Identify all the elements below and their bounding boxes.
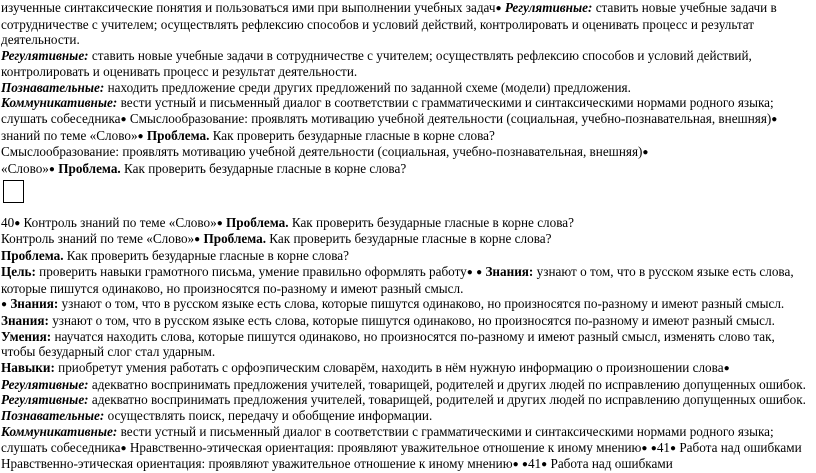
section-label: Коммуникативные: <box>1 95 118 111</box>
bullet-icon: ● <box>120 113 127 125</box>
text-line <box>1 161 812 178</box>
text-line <box>1 392 812 408</box>
bold-label: Навыки: <box>1 360 55 376</box>
bullet-icon: ● <box>642 147 649 159</box>
text-line <box>1 313 812 329</box>
text-run: научатся находить слова, которые пишутся одинаково, но произносятся по-разному и имеют разный смысл, изменять слово так, чтобы безударный слог стал ударным. <box>1 328 775 360</box>
text-run: Работа над ошибками <box>676 439 802 455</box>
text-run: Контроль знаний по теме «Слово» <box>20 214 217 230</box>
text-run: вести устный и письменный диалог в соответствии с грамматическими и синтаксическими нормами родного языка; слушать собеседника <box>1 95 774 126</box>
section-label: Регулятивные: <box>504 0 593 15</box>
text-run: 41 <box>656 439 670 455</box>
bold-label: Знания: <box>10 296 59 312</box>
bullet-icon: ● <box>521 459 528 471</box>
bullet-icon: ● <box>1 299 8 311</box>
text-line <box>1 408 812 424</box>
bold-label: Проблема. <box>58 161 121 177</box>
bullet-icon: ● <box>476 266 483 278</box>
bullet-icon: ● <box>216 217 223 229</box>
text-run: Как проверить безударные гласные в корне слова? <box>63 248 349 264</box>
text-run: Как проверить безударные гласные в корне слова? <box>266 231 552 247</box>
text-run: узнают о том, что в русском языке есть слова, которые пишутся одинаково, но произносятся по-разному и имеют разный смысл. <box>58 296 785 312</box>
section-label: Коммуникативные: <box>1 423 118 439</box>
text-line <box>1 456 812 473</box>
bold-label: Знания: <box>1 312 49 328</box>
bullet-icon: ● <box>723 363 730 375</box>
bullet-icon: ● <box>194 234 201 246</box>
text-run: адекватно воспринимать предложения учителей, товарищей, родителей и других людей по исправлению допущенных ошибок. <box>88 392 806 408</box>
text-run: Смыслообразование: проявлять мотивацию учебной деятельности (социальная, учебно-познавательная, внешняя) <box>126 110 772 126</box>
text-block-top <box>1 0 812 178</box>
text-run: проверить навыки грамотного письма, умение правильно оформлять работу <box>35 263 467 279</box>
text-run: знаний по теме «Слово» <box>1 127 138 143</box>
text-run: Как проверить безударные гласные в корне слова? <box>288 214 574 230</box>
bullet-icon: ● <box>512 459 519 471</box>
bullet-icon: ● <box>495 3 502 14</box>
text-line <box>1 95 812 127</box>
text-line <box>1 329 812 360</box>
text-line <box>1 48 812 79</box>
bullet-icon: ● <box>137 130 144 142</box>
bullet-icon: ● <box>541 459 548 471</box>
text-line <box>1 128 812 145</box>
bold-label: Проблема. <box>226 214 289 230</box>
text-run: адекватно воспринимать предложения учителей, товарищей, родителей и других людей по исправлению допущенных ошибок. <box>88 376 806 392</box>
bold-label: Проблема. <box>1 248 64 264</box>
text-line <box>1 264 812 296</box>
section-label: Регулятивные: <box>1 376 89 392</box>
text-line <box>1 231 812 248</box>
text-block-bottom <box>1 215 812 473</box>
text-run: Как проверить безударные гласные в корне слова? <box>209 127 495 143</box>
text-run: 40 <box>1 214 15 230</box>
text-run: 41 <box>527 456 542 472</box>
bullet-icon: ● <box>48 164 55 176</box>
bullet-icon: ● <box>670 442 677 454</box>
text-line <box>1 248 812 264</box>
section-label: Регулятивные: <box>1 392 89 408</box>
section-label: Регулятивные: <box>1 48 89 64</box>
text-run: находить предложение среди других предложений по заданной схеме (модели) предложения. <box>104 79 631 95</box>
bold-label: Знания: <box>485 263 534 279</box>
bullet-icon: ● <box>771 113 778 125</box>
text-run: узнают о том, что в русском языке есть слова, которые пишутся одинаково, но произносятся по-разному и имеют разный смысл. <box>1 263 794 296</box>
bullet-icon: ● <box>641 442 648 454</box>
text-run: Смыслообразование: проявлять мотивацию учебной деятельности (социальная, учебно-познавательная, внешняя) <box>1 144 643 160</box>
text-run: Работа над ошибками <box>547 456 673 472</box>
text-run: Контроль знаний по теме «Слово» <box>1 231 195 247</box>
bold-label: Умения: <box>1 328 52 344</box>
text-line <box>1 296 812 313</box>
text-run: вести устный и письменный диалог в соответствии с грамматическими и синтаксическими нормами родного языка; слушать собеседника <box>1 423 774 455</box>
text-line <box>1 80 812 96</box>
text-run: «Слово» <box>1 161 49 177</box>
section-label: Познавательные: <box>1 79 105 95</box>
bold-label: Цель: <box>1 263 36 279</box>
bullet-icon: ● <box>14 217 21 229</box>
text-run: ставить новые учебные задачи в сотрудничестве с учителем; осуществлять рефлексию способов и условий действий, контролировать и оценивать процесс и результат деятельности. <box>1 0 777 48</box>
bullet-icon: ● <box>466 266 473 278</box>
section-label: Познавательные: <box>1 408 105 424</box>
text-run: изученные синтаксические понятия и пользоваться ими при выполнении учебных задач <box>1 0 496 15</box>
text-line <box>1 215 812 232</box>
bold-label: Проблема. <box>203 231 266 247</box>
text-line <box>1 144 812 161</box>
text-line <box>1 0 812 48</box>
text-run: Как проверить безударные гласные в корне слова? <box>120 161 407 177</box>
bold-label: Проблема. <box>146 127 210 143</box>
text-run: ставить новые учебные задачи в сотрудничестве с учителем; осуществлять рефлексию способов и условий действий, контролировать и оценивать процесс и результат деятельности. <box>1 48 752 79</box>
bullet-icon: ● <box>650 442 657 454</box>
text-run: приобретут умения работать с орфоэпическим словарём, находить в нём нужную информацию о произношении слова <box>54 360 724 376</box>
text-line <box>1 424 812 456</box>
bullet-icon: ● <box>120 442 127 454</box>
text-run: Нравственно-этическая ориентация: проявляют уважительное отношение к иному мнению <box>1 456 513 472</box>
empty-table-cell <box>3 180 24 203</box>
text-run: узнают о том, что в русском языке есть слова, которые пишутся одинаково, но произносятся по-разному и имеют разный смысл. <box>48 312 775 328</box>
text-run: Нравственно-этическая ориентация: проявляют уважительное отношение к иному мнению <box>126 439 642 455</box>
text-run: осуществлять поиск, передачу и обобщение информации. <box>104 408 433 424</box>
text-line <box>1 360 812 392</box>
